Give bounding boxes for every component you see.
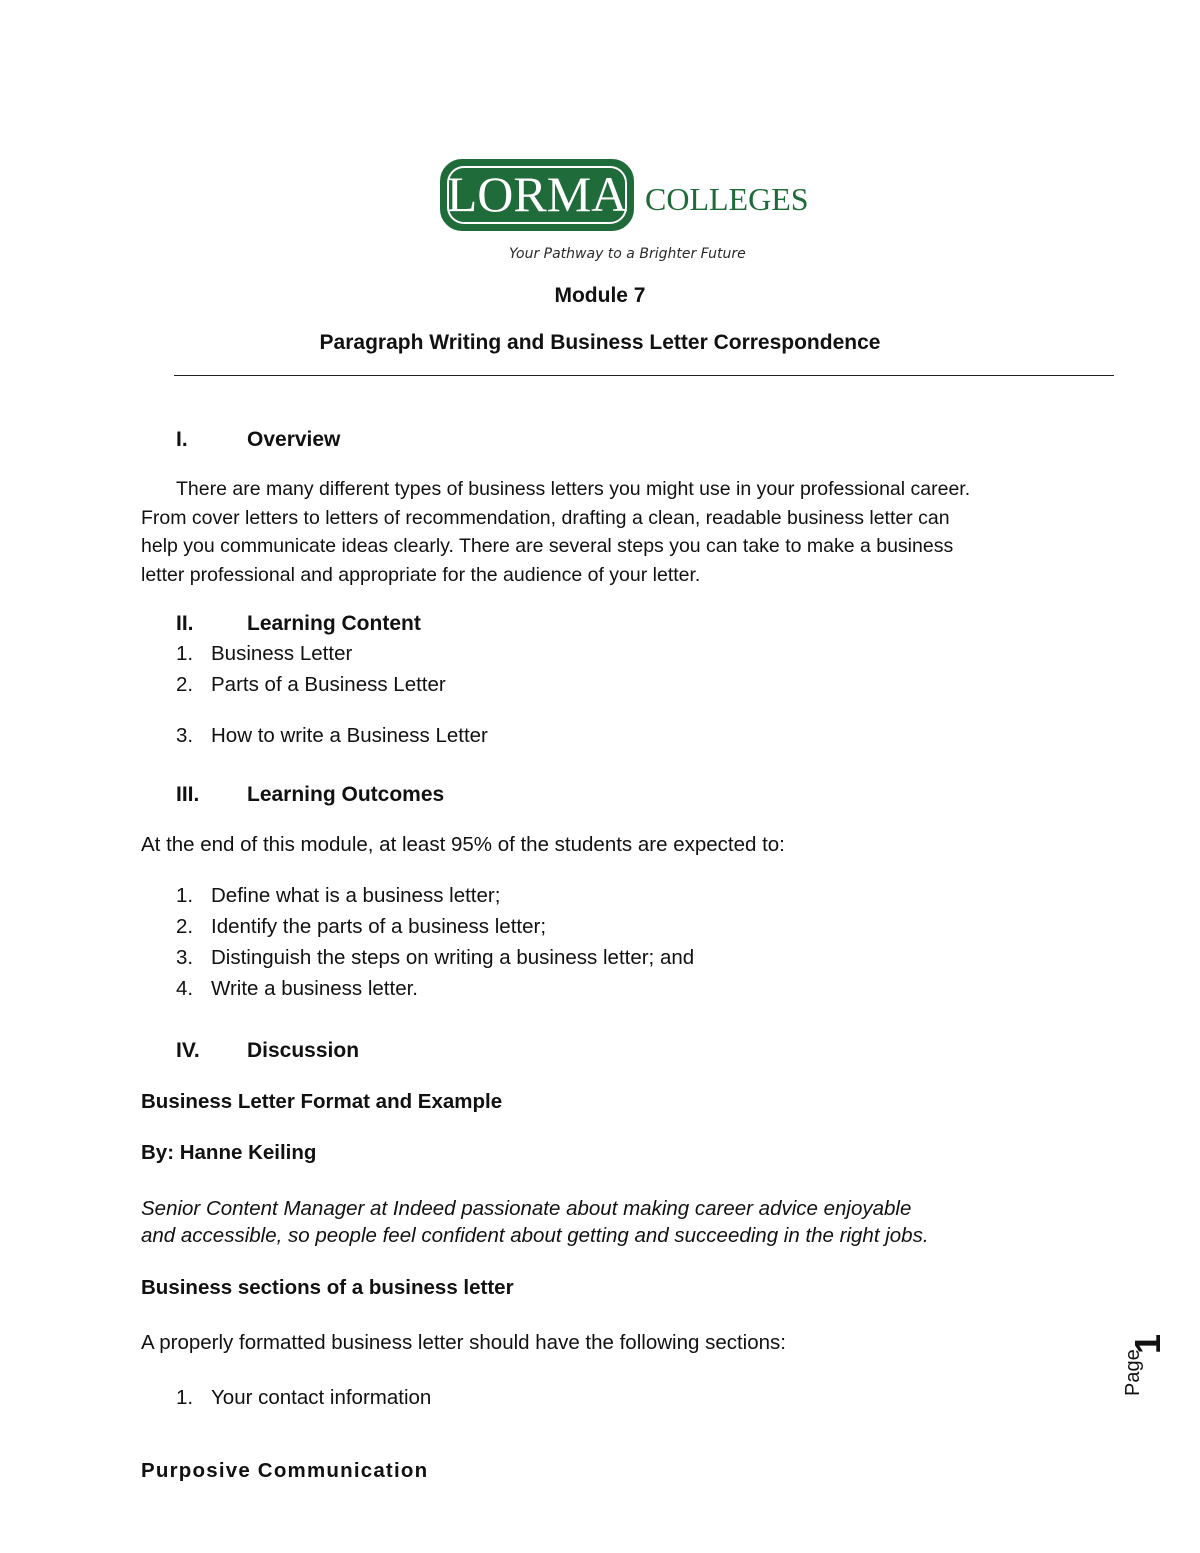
list-item: Business Letter bbox=[211, 642, 353, 665]
section-number: II. bbox=[176, 612, 194, 635]
section-heading-overview: Overview bbox=[247, 428, 341, 451]
list-item: Parts of a Business Letter bbox=[211, 673, 446, 696]
module-title: Paragraph Writing and Business Letter Correspondence bbox=[319, 331, 881, 354]
section-heading-discussion: Discussion bbox=[247, 1039, 360, 1062]
list-item-number: 2. bbox=[176, 673, 194, 696]
page-word: Page bbox=[1122, 1349, 1144, 1396]
overview-line: help you communicate ideas clearly. There are several steps you can take to make a business bbox=[141, 535, 954, 557]
overview-line: From cover letters to letters of recommendation, drafting a clean, readable business letter can bbox=[141, 507, 950, 529]
list-item-number: 2. bbox=[176, 915, 194, 938]
list-item-number: 3. bbox=[176, 724, 194, 747]
logo-wordmark: LORMA bbox=[446, 166, 628, 222]
sections-intro: A properly formatted business letter should have the following sections: bbox=[141, 1331, 786, 1354]
article-byline: By: Hanne Keiling bbox=[141, 1141, 317, 1164]
list-item-number: 3. bbox=[176, 946, 194, 969]
outcomes-intro: At the end of this module, at least 95% of the students are expected to: bbox=[141, 833, 785, 856]
logo-colleges-text: COLLEGES bbox=[645, 181, 809, 217]
logo-tagline: Your Pathway to a Brighter Future bbox=[509, 246, 746, 262]
list-item: Distinguish the steps on writing a business letter; and bbox=[211, 946, 695, 969]
list-item: How to write a Business Letter bbox=[211, 724, 488, 747]
section-heading-learning-outcomes: Learning Outcomes bbox=[247, 783, 445, 806]
page-number-label bbox=[1122, 1320, 1168, 1400]
section-number: IV. bbox=[176, 1039, 200, 1062]
list-item-number: 1. bbox=[176, 884, 194, 907]
section-heading-learning-content: Learning Content bbox=[247, 612, 421, 635]
list-item: Define what is a business letter; bbox=[211, 884, 501, 907]
section-number: I. bbox=[176, 428, 188, 451]
list-item-number: 1. bbox=[176, 1386, 194, 1409]
header-rule bbox=[174, 375, 1114, 376]
list-item: Your contact information bbox=[211, 1386, 432, 1409]
section-number: III. bbox=[176, 783, 200, 806]
author-bio-line: Senior Content Manager at Indeed passionate about making career advice enjoyable bbox=[141, 1197, 912, 1220]
overview-line: There are many different types of business letters you might use in your professional career. bbox=[176, 478, 971, 500]
module-label: Module 7 bbox=[554, 284, 646, 307]
list-item: Identify the parts of a business letter; bbox=[211, 915, 547, 938]
list-item-number: 4. bbox=[176, 977, 194, 1000]
page-number: 1 bbox=[1127, 1333, 1168, 1354]
overview-line: letter professional and appropriate for the audience of your letter. bbox=[141, 564, 701, 586]
list-item: Write a business letter. bbox=[211, 977, 418, 1000]
footer-course-name: Purposive Communication bbox=[141, 1459, 429, 1482]
author-bio-line: and accessible, so people feel confident about getting and succeeding in the right jobs. bbox=[141, 1224, 929, 1247]
list-item-number: 1. bbox=[176, 642, 194, 665]
article-title: Business Letter Format and Example bbox=[141, 1090, 503, 1113]
sections-heading: Business sections of a business letter bbox=[141, 1276, 514, 1299]
